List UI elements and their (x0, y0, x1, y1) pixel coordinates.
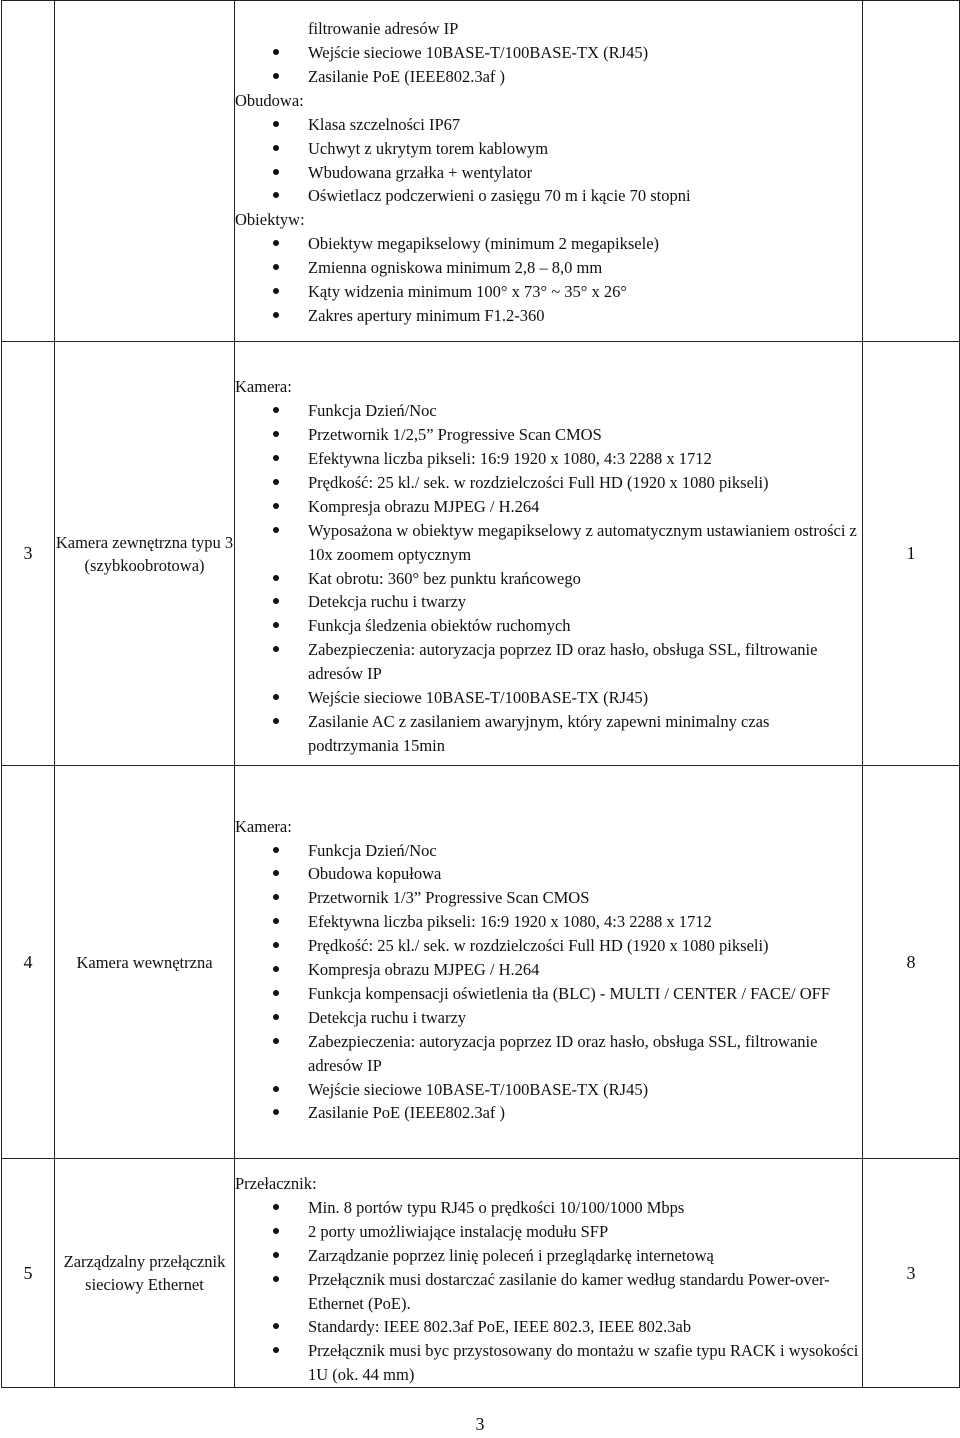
list-item: Zasilanie PoE (IEEE802.3af ) (235, 1101, 862, 1125)
list-item: Funkcja kompensacji oświetlenia tła (BLC) - MULTI / CENTER / FACE/ OFF (235, 982, 862, 1006)
page-number: 3 (475, 1414, 485, 1434)
bullet-list (235, 17, 862, 89)
list-item: Standardy: IEEE 802.3af PoE, IEEE 802.3, IEEE 802.3ab (235, 1315, 862, 1339)
quantity: 1 (863, 342, 960, 766)
table-row (2, 766, 960, 1159)
list-item: Wbudowana grzałka + wentylator (235, 161, 862, 185)
list-item: Detekcja ruchu i twarzy (235, 1006, 862, 1030)
list-item: Zabezpieczenia: autoryzacja poprzez ID oraz hasło, obsługa SSL, filtrowanie adresów IP (235, 638, 862, 686)
list-item: Oświetlacz podczerwieni o zasięgu 70 m i kącie 70 stopni (235, 184, 862, 208)
section-title: Obudowa: (235, 90, 304, 110)
list-item: Wejście sieciowe 10BASE-T/100BASE-TX (RJ45) (235, 686, 862, 710)
item-name: Kamera wewnętrzna (55, 766, 235, 1159)
item-name: Zarządzalny przełącznik sieciowy Ethernet (55, 1159, 235, 1388)
list-item: Obiektyw megapikselowy (minimum 2 megapiksele) (235, 232, 862, 256)
list-item: Funkcja Dzień/Noc (235, 399, 862, 423)
bullet-list (235, 839, 862, 1126)
section-title: Kamera: (235, 816, 292, 836)
list-item: Zarządzanie poprzez linię poleceń i przeglądarkę internetową (235, 1244, 862, 1268)
list-item: Kompresja obrazu MJPEG / H.264 (235, 495, 862, 519)
item-description (235, 766, 863, 1159)
list-item: Kompresja obrazu MJPEG / H.264 (235, 958, 862, 982)
list-item: Detekcja ruchu i twarzy (235, 590, 862, 614)
list-item: Przełącznik musi byc przystosowany do montażu w szafie typu RACK i wysokości 1U (ok. 44 mm) (235, 1339, 862, 1387)
table-row (2, 1, 960, 342)
quantity: 8 (863, 766, 960, 1159)
item-name: Kamera zewnętrzna typu 3 (szybkoobrotowa) (55, 342, 235, 766)
list-item: Uchwyt z ukrytym torem kablowym (235, 137, 862, 161)
section-title: Kamera: (235, 377, 292, 397)
list-item: Zakres apertury minimum F1.2-360 (235, 304, 862, 328)
list-item: Zabezpieczenia: autoryzacja poprzez ID oraz hasło, obsługa SSL, filtrowanie adresów IP (235, 1030, 862, 1078)
table-row (2, 342, 960, 766)
list-item: Efektywna liczba pikseli: 16:9 1920 x 1080, 4:3 2288 x 1712 (235, 910, 862, 934)
quantity: 3 (863, 1159, 960, 1388)
list-item: Przełącznik musi dostarczać zasilanie do kamer według standardu Power-over-Ethernet (PoE). (235, 1268, 862, 1316)
list-item: Funkcja śledzenia obiektów ruchomych (235, 614, 862, 638)
list-item: Wyposażona w obiektyw megapikselowy z automatycznym ustawianiem ostrości z 10x zoomem optycznym (235, 519, 862, 567)
row-number: 5 (2, 1159, 55, 1388)
item-description (235, 342, 863, 766)
bullet-list (235, 113, 862, 209)
quantity (863, 1, 960, 342)
list-item: Klasa szczelności IP67 (235, 113, 862, 137)
list-item: Przetwornik 1/2,5” Progressive Scan CMOS (235, 423, 862, 447)
list-item: Min. 8 portów typu RJ45 o prędkości 10/100/1000 Mbps (235, 1196, 862, 1220)
item-description (235, 1159, 863, 1388)
section-title: Obiektyw: (235, 210, 305, 230)
item-description (235, 1, 863, 342)
list-item: Przetwornik 1/3” Progressive Scan CMOS (235, 886, 862, 910)
list-item: Zasilanie PoE (IEEE802.3af ) (235, 65, 862, 89)
row-number (2, 1, 55, 342)
list-item: Obudowa kopułowa (235, 862, 862, 886)
bullet-list (235, 232, 862, 328)
list-item: Kąty widzenia minimum 100° x 73° ~ 35° x 26° (235, 280, 862, 304)
list-item: Prędkość: 25 kl./ sek. w rozdzielczości Full HD (1920 x 1080 pikseli) (235, 471, 862, 495)
list-item: Wejście sieciowe 10BASE-T/100BASE-TX (RJ45) (235, 1078, 862, 1102)
table-row (2, 1159, 960, 1388)
list-item: Wejście sieciowe 10BASE-T/100BASE-TX (RJ45) (235, 41, 862, 65)
list-item: Efektywna liczba pikseli: 16:9 1920 x 1080, 4:3 2288 x 1712 (235, 447, 862, 471)
list-item: Kat obrotu: 360° bez punktu krańcowego (235, 567, 862, 591)
bullet-list (235, 1196, 862, 1387)
list-item: Zasilanie AC z zasilaniem awaryjnym, który zapewni minimalny czas podtrzymania 15min (235, 710, 862, 758)
row-number: 3 (2, 342, 55, 766)
row-number: 4 (2, 766, 55, 1159)
list-item: Zmienna ogniskowa minimum 2,8 – 8,0 mm (235, 256, 862, 280)
bullet-list (235, 399, 862, 758)
list-item: Funkcja Dzień/Noc (235, 839, 862, 863)
list-item: filtrowanie adresów IP (308, 19, 459, 39)
list-item: 2 porty umożliwiające instalację modułu SFP (235, 1220, 862, 1244)
specification-table (1, 0, 960, 1388)
item-name (55, 1, 235, 342)
section-title: Przełacznik: (235, 1174, 317, 1193)
list-item: Prędkość: 25 kl./ sek. w rozdzielczości Full HD (1920 x 1080 pikseli) (235, 934, 862, 958)
